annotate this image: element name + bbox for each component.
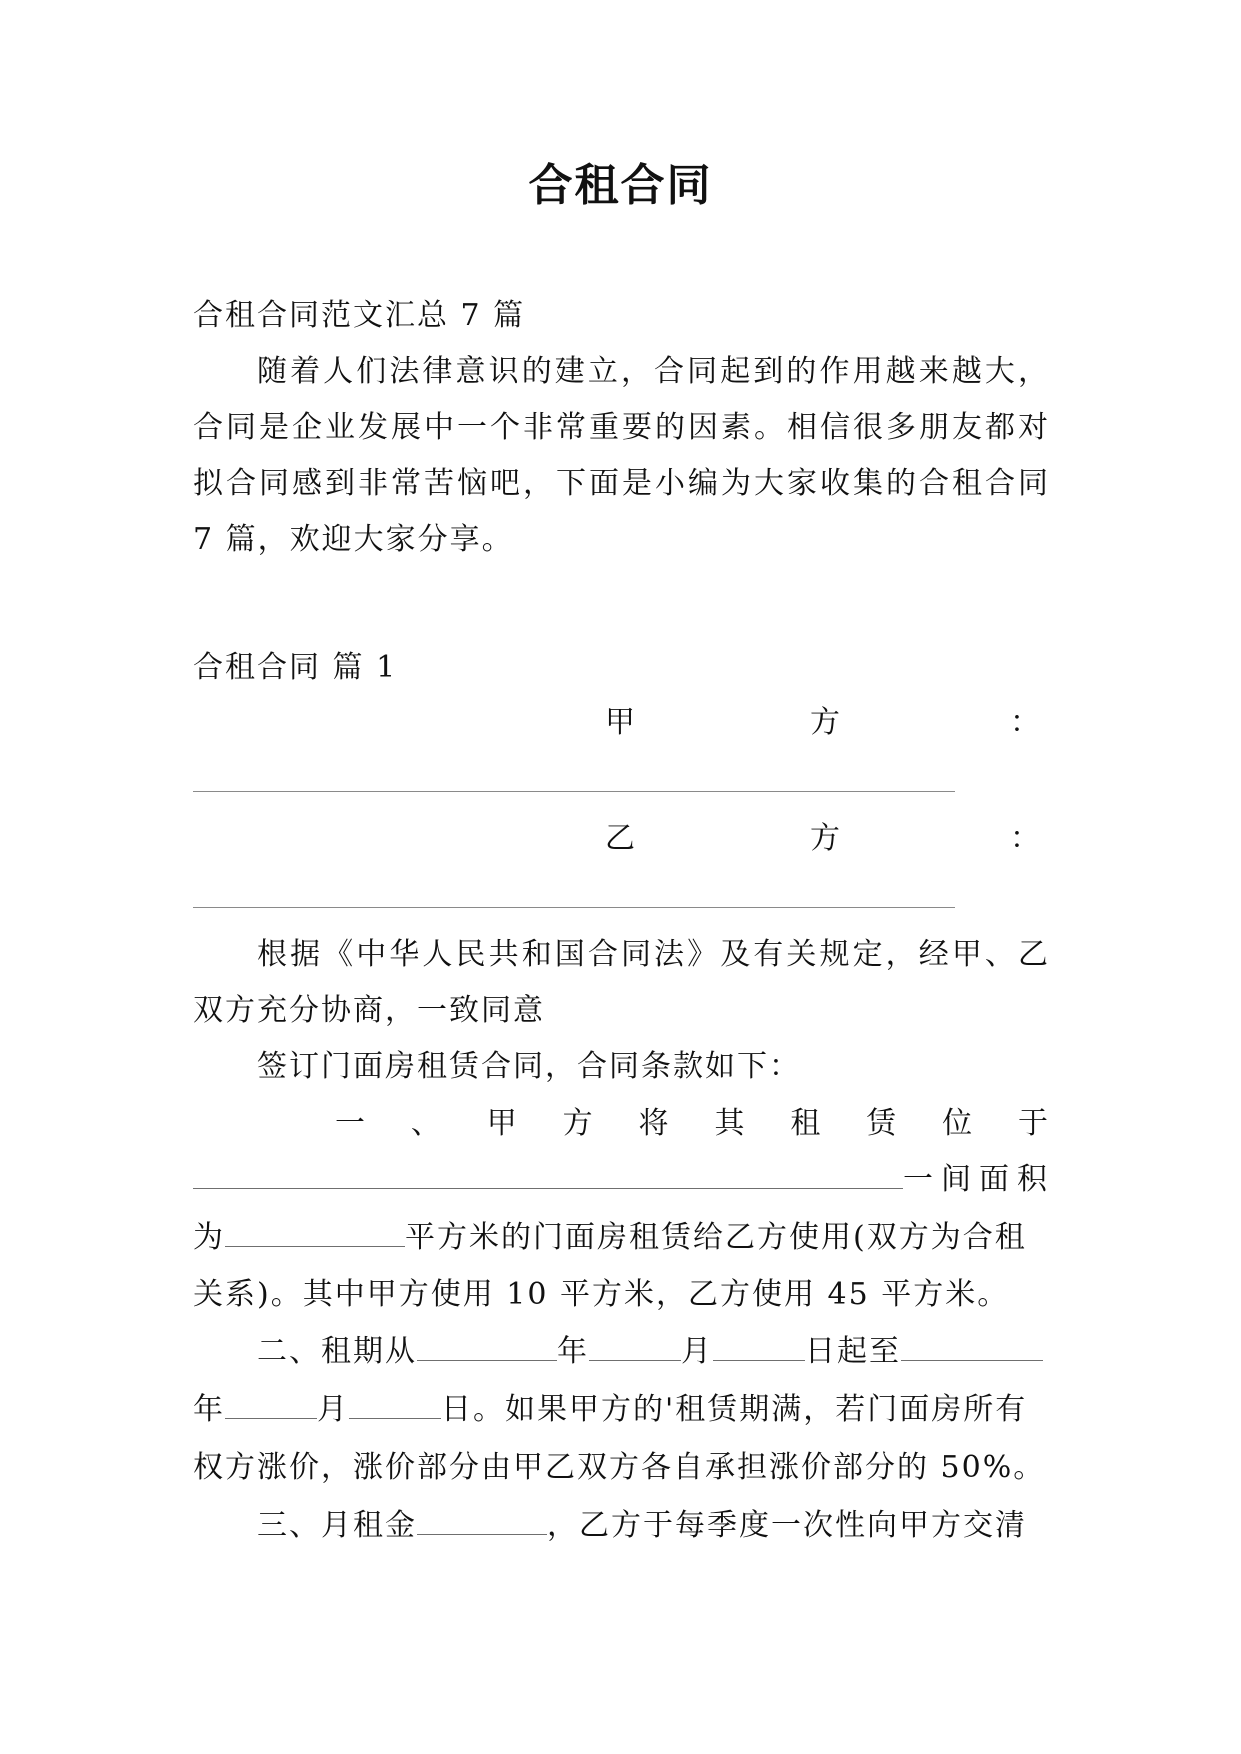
clause-2-year-label: 年 [557,1334,589,1369]
clause-1-line-3 [193,1218,1050,1258]
clause-1-line-4: 关系)。其中甲方使用 10 平方米，乙方使用 45 平方米。 [193,1277,1010,1312]
clause-1-line-1: 一、甲方将其租赁位于 [335,1106,1050,1141]
party-a-char1: 甲 [605,705,635,740]
clause-3-suffix: ，乙方于每季度一次性向甲方交清 [547,1508,1027,1543]
party-b-char1: 乙 [605,821,635,856]
monthly-rent-blank [417,1506,547,1535]
clause-2-day-to-label: 日起至 [805,1334,901,1369]
start-day-blank [713,1332,805,1361]
document-title: 合租合同 [528,160,713,211]
area-blank [225,1218,405,1247]
clause-2-line-1 [257,1332,1050,1372]
clause-3-line-1 [257,1506,1050,1546]
party-a-colon: ： [1010,705,1040,740]
clause-2-line-2-rest: 日。如果甲方的'租赁期满，若门面房所有 [441,1392,1028,1427]
end-day-blank [349,1390,441,1419]
party-a-blank-line [193,791,955,792]
clause-1-line-3-suffix: 平方米的门面房租赁给乙方使用(双方为合租 [405,1220,1027,1255]
intro-line-4: 7 篇，欢迎大家分享。 [193,522,514,557]
clause-2-line-2-year-label: 年 [193,1392,225,1427]
clause-3-prefix: 三、月租金 [257,1508,417,1543]
end-year-blank [901,1332,1043,1361]
party-b-colon: ： [1010,821,1040,856]
clause-1-line-2 [193,1160,1055,1200]
basis-line-1: 根据《中华人民共和国合同法》及有关规定，经甲、乙 [257,937,1050,972]
end-month-blank [225,1390,317,1419]
clause-2-line-2-month-label: 月 [317,1392,349,1427]
clause-1-line-2-suffix: 一间面积 [903,1162,1055,1197]
party-a-char2: 方 [810,705,840,740]
clause-1-line-3-prefix: 为 [193,1220,225,1255]
basis-line-2: 双方充分协商，一致同意 [193,993,545,1028]
document-subtitle: 合租合同范文汇总 7 篇 [193,298,526,333]
clause-2-prefix: 二、租期从 [257,1334,417,1369]
intro-line-3: 拟合同感到非常苦恼吧，下面是小编为大家收集的合租合同 [193,466,1050,501]
intro-line-2: 合同是企业发展中一个非常重要的因素。相信很多朋友都对 [193,410,1050,445]
party-b-blank-line [193,907,955,908]
section-heading: 合租合同 篇 1 [193,650,398,685]
party-b-char2: 方 [810,821,840,856]
clause-2-line-2 [193,1390,1050,1430]
clause-2-month-label: 月 [681,1334,713,1369]
start-month-blank [589,1332,681,1361]
intro-line-1: 随着人们法律意识的建立，合同起到的作用越来越大， [257,354,1050,389]
location-blank [193,1160,903,1189]
clause-2-line-3: 权方涨价，涨价部分由甲乙双方各自承担涨价部分的 50%。 [193,1450,1046,1485]
sign-line: 签订门面房租赁合同，合同条款如下： [257,1049,801,1084]
start-year-blank [417,1332,557,1361]
